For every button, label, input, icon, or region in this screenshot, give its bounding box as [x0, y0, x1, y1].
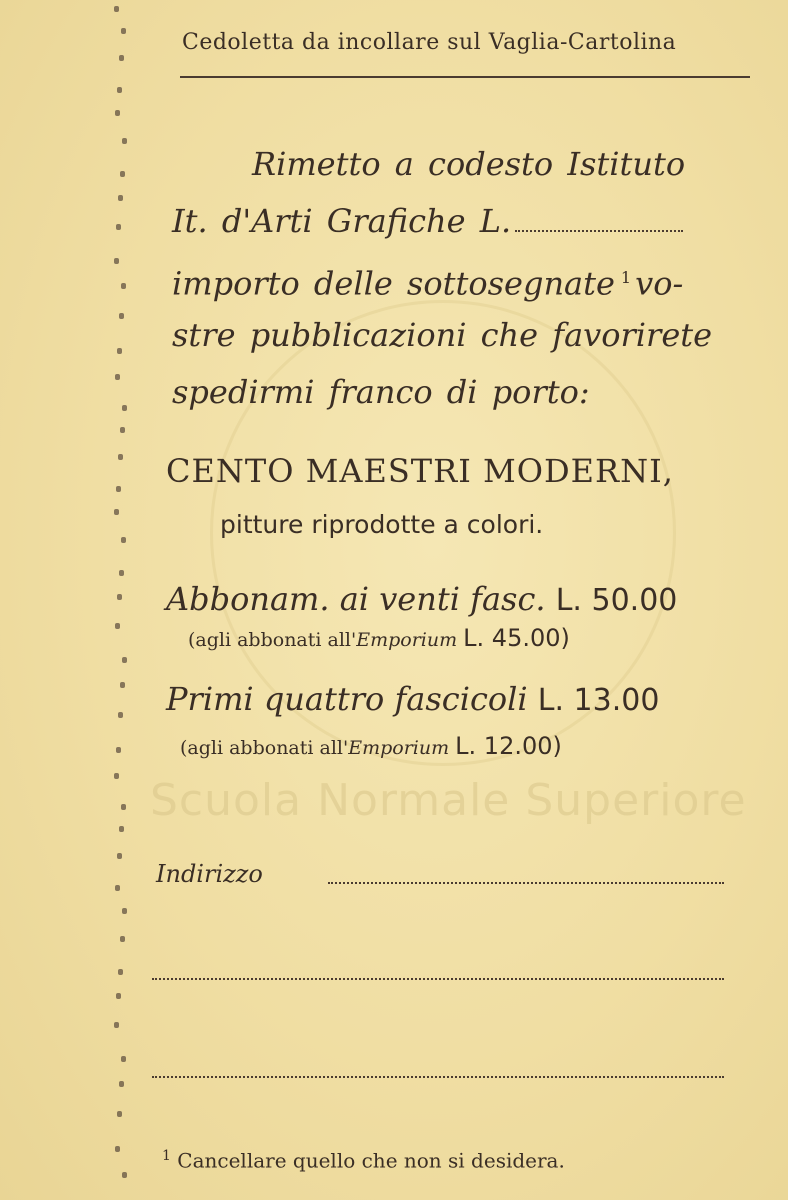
perforation-mark — [115, 623, 120, 629]
offer-1-note-prefix: (agli abbonati all' — [188, 629, 357, 651]
body-line-3a: importo delle sottosegnate — [172, 264, 615, 303]
perforation-mark — [115, 374, 120, 380]
perforation-mark — [121, 1056, 126, 1062]
footnote-text: Cancellare quello che non si desidera. — [177, 1148, 565, 1173]
amount-blank[interactable] — [515, 230, 683, 232]
perforation-mark — [117, 87, 122, 93]
perforation-mark — [120, 171, 125, 177]
perforation-mark — [117, 348, 122, 354]
publication-subtitle: pitture riprodotte a colori. — [220, 510, 544, 539]
offer-2-note-prefix: (agli abbonati all' — [180, 737, 349, 759]
footnote-ref: 1 — [620, 268, 632, 287]
offer-2-note-price: L. 12.00) — [455, 732, 562, 760]
perforation-mark — [121, 28, 126, 34]
perforation-mark — [115, 110, 120, 116]
perforation-mark — [119, 55, 124, 61]
perforation-mark — [117, 853, 122, 859]
body-line-3b: vo- — [635, 264, 684, 303]
offer-2-note-journal: Emporium — [348, 737, 450, 759]
offer-1-note-journal: Emporium — [356, 629, 458, 651]
watermark-text: Scuola Normale Superiore — [150, 775, 747, 826]
header-title: Cedoletta da incollare sul Vaglia-Cartolina — [182, 30, 677, 55]
body-line-4: stre pubblicazioni che favorirete — [172, 316, 713, 354]
perforation-mark — [119, 313, 124, 319]
body-line-2-text: It. d'Arti Grafiche L. — [172, 202, 512, 240]
offer-1-note — [188, 624, 570, 652]
body-line-3 — [172, 250, 683, 312]
perforation-mark — [120, 427, 125, 433]
perforation-edge — [100, 0, 140, 1200]
perforation-mark — [118, 712, 123, 718]
address-line-2[interactable] — [152, 978, 724, 980]
perforation-mark — [121, 804, 126, 810]
perforation-mark — [118, 969, 123, 975]
address-line-3[interactable] — [152, 1076, 724, 1078]
offer-1-label: Abbonam. ai venti fasc. — [166, 580, 546, 618]
offer-2[interactable] — [166, 680, 659, 718]
perforation-mark — [119, 1081, 124, 1087]
perforation-mark — [116, 747, 121, 753]
perforation-mark — [121, 283, 126, 289]
perforation-mark — [114, 773, 119, 779]
offer-2-note — [180, 732, 562, 760]
perforation-mark — [114, 1022, 119, 1028]
perforation-mark — [118, 454, 123, 460]
offer-1-note-price: L. 45.00) — [463, 624, 570, 652]
perforation-mark — [122, 1172, 127, 1178]
publication-title: CENTO MAESTRI MODERNI, — [166, 452, 674, 490]
offer-1-price: L. 50.00 — [555, 583, 678, 618]
perforation-mark — [114, 509, 119, 515]
perforation-mark — [121, 537, 126, 543]
perforation-mark — [117, 594, 122, 600]
offer-1[interactable] — [166, 580, 677, 618]
address-label: Indirizzo — [156, 860, 263, 888]
perforation-mark — [122, 657, 127, 663]
perforation-mark — [116, 993, 121, 999]
body-line-2 — [172, 193, 683, 249]
perforation-mark — [119, 826, 124, 832]
offer-2-price: L. 13.00 — [537, 683, 660, 718]
address-line-1[interactable] — [328, 882, 724, 884]
perforation-mark — [119, 570, 124, 576]
perforation-mark — [114, 6, 119, 12]
body-line-1: Rimetto a codesto Istituto — [252, 145, 686, 183]
body-line-5: spedirmi franco di porto: — [172, 373, 590, 411]
perforation-mark — [115, 1146, 120, 1152]
perforation-mark — [116, 224, 121, 230]
perforation-mark — [122, 908, 127, 914]
perforation-mark — [116, 486, 121, 492]
offer-2-label: Primi quattro fascicoli — [166, 680, 528, 718]
perforation-mark — [118, 195, 123, 201]
perforation-mark — [120, 936, 125, 942]
perforation-mark — [114, 258, 119, 264]
header-rule — [180, 76, 750, 78]
perforation-mark — [117, 1111, 122, 1117]
perforation-mark — [122, 405, 127, 411]
perforation-mark — [115, 885, 120, 891]
perforation-mark — [122, 138, 127, 144]
footnote — [162, 1148, 565, 1173]
perforation-mark — [120, 682, 125, 688]
footnote-mark: 1 — [162, 1148, 171, 1164]
